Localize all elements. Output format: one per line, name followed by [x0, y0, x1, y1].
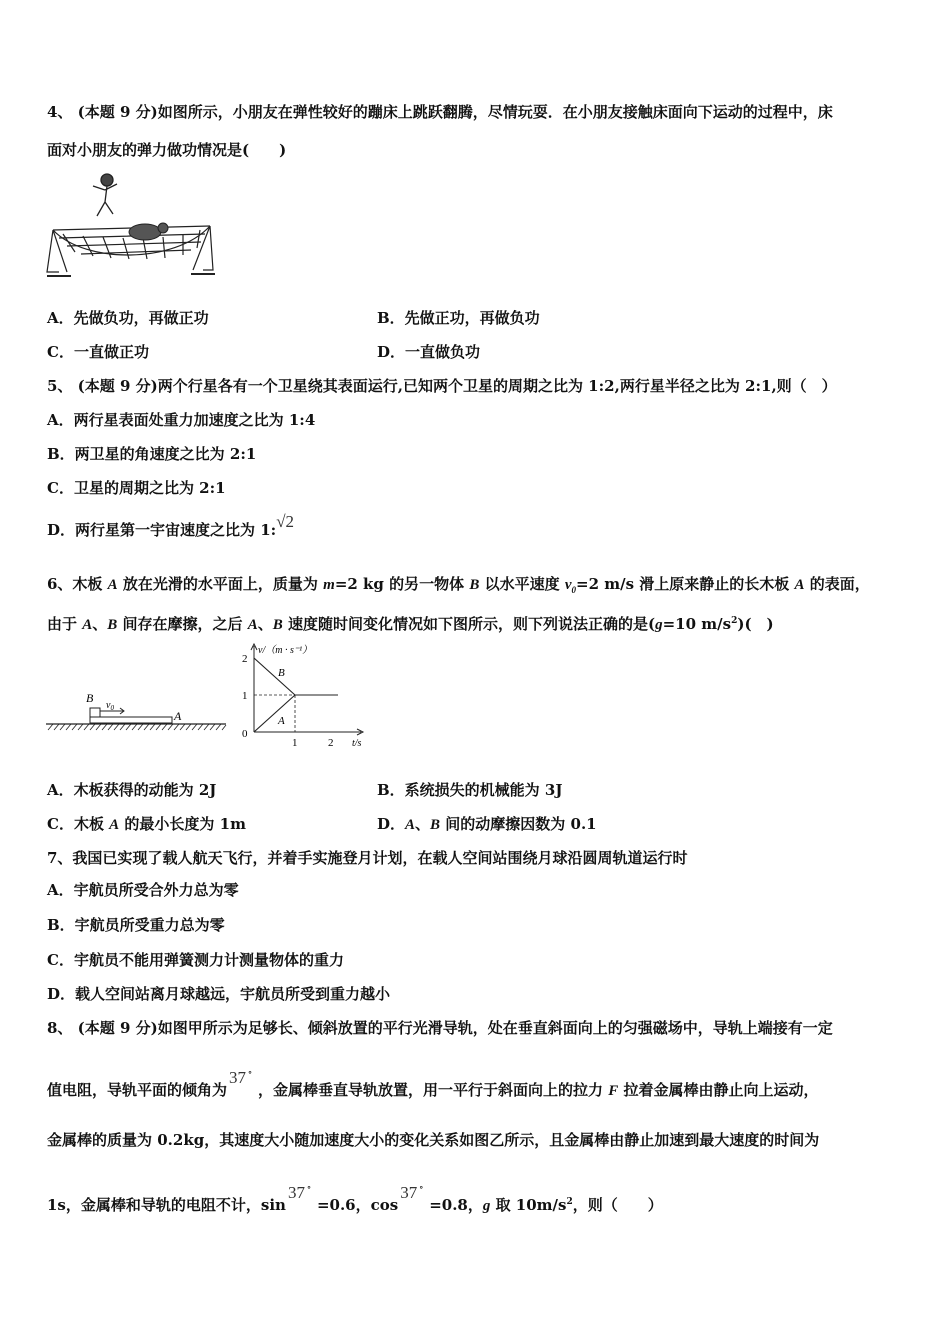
q7-option-a: A．宇航员所受合外力总为零	[47, 881, 239, 899]
q8-stem-line2: 值电阻，导轨平面的倾角为37 °，金属棒垂直导轨放置，用一平行于斜面向上的拉力 F 拉着金属棒由静止向上运动，	[47, 1068, 819, 1099]
q4-option-b: B．先做正功，再做负功	[377, 309, 540, 327]
ground-hatching	[48, 724, 226, 730]
child-jumping-illustration	[93, 174, 117, 216]
q5-option-a: A．两行星表面处重力加速度之比为 1:4	[47, 411, 316, 429]
sqrt-two: √2	[276, 512, 295, 531]
board-a	[90, 717, 172, 723]
q8-stem-line3: 金属棒的质量为 0.2kg，其速度大小随加速度大小的变化关系如图乙所示，且金属棒由静止加速到最大速度的时间为	[47, 1131, 820, 1149]
fig-label-b: B	[86, 691, 94, 705]
line-b	[254, 658, 295, 695]
q6-option-a: A．木板获得的动能为 2J	[47, 781, 217, 799]
angle-37-cos: 37	[400, 1183, 418, 1202]
q5-option-d	[47, 512, 295, 540]
q4-option-a: A．先做负功，再做正功	[47, 309, 209, 327]
q6-block-board-figure	[44, 688, 229, 738]
angle-37: 37	[229, 1068, 247, 1087]
q8-stem-line1: 8、 (本题 9 分)如图甲所示为足够长、倾斜放置的平行光滑导轨，处在垂直斜面向上的匀强磁场中，导轨上端接有一定	[47, 1019, 833, 1037]
q6-stem-line2: 由于 A、B 间存在摩擦，之后 A、B 速度随时间变化情况如下图所示，则下列说法正确的是(g=10 $m/s^2$)( )	[47, 615, 774, 633]
q6-option-c: C．木板 A 的最小长度为 1m	[47, 815, 246, 833]
q8-stem-line4: 1s，金属棒和导轨的电阻不计，sin37 °=0.6，cos37 °=0.8，g 取 $10m/s^2$，则（ ）	[47, 1183, 663, 1214]
line-a	[254, 695, 295, 732]
q5-stem: 5、 (本题 9 分)两个行星各有一个卫星绕其表面运行,已知两个卫星的周期之比为 1:2,两行星半径之比为 2:1,则（ ）	[47, 377, 837, 395]
tick-t-1: 1	[292, 737, 298, 749]
fig-label-v0: $v_0$	[106, 700, 114, 712]
t-axis-label: t/s	[352, 738, 362, 749]
q6-option-d: D．A、B 间的动摩擦因数为 0.1	[377, 815, 597, 833]
q5-option-c: C．卫星的周期之比为 2:1	[47, 479, 226, 497]
q4-option-c: C．一直做正功	[47, 343, 149, 361]
q7-option-c: C．宇航员不能用弹簧测力计测量物体的重力	[47, 951, 344, 969]
trampoline-figure	[45, 172, 215, 290]
q7-stem: 7、我国已实现了载人航天飞行，并着手实施登月计划，在载人空间站围绕月球沿圆周轨道运行时	[47, 849, 688, 867]
fig-label-a: A	[174, 709, 182, 723]
q4-option-d: D．一直做负功	[377, 343, 481, 361]
tick-origin: 0	[242, 728, 248, 740]
q4-stem-line2: 面对小朋友的弹力做功情况是( )	[47, 141, 287, 159]
q4-stem-line1: 4、 (本题 9 分)如图所示，小朋友在弹性较好的蹦床上跳跃翻腾，尽情玩耍．在小朋友接触床面向下运动的过程中，床	[47, 103, 833, 121]
q6-stem-line1: 6、木板 A 放在光滑的水平面上，质量为 m=2 kg 的另一物体 B 以水平速度 $v_0=2$ m/s 滑上原来静止的长木板 A 的表面，	[47, 575, 870, 595]
block-b	[90, 708, 100, 717]
line-b-label: B	[278, 667, 285, 679]
tick-v-1: 1	[242, 690, 248, 702]
v-axis-label: v/（m · s⁻¹）	[258, 645, 313, 656]
angle-37-sin: 37	[287, 1183, 305, 1202]
q7-option-b: B．宇航员所受重力总为零	[47, 916, 225, 934]
q6-option-b: B．系统损失的机械能为 3J	[377, 781, 563, 799]
tick-t-2: 2	[328, 737, 334, 749]
q5-option-d-text: D．两行星第一宇宙速度之比为 1:	[47, 521, 277, 539]
q6-vt-graph	[236, 640, 376, 752]
q7-option-d: D．载人空间站离月球越远，宇航员所受到重力越小	[47, 985, 391, 1003]
child-lying-illustration	[129, 223, 168, 240]
line-a-label: A	[278, 715, 285, 727]
q5-option-b: B．两卫星的角速度之比为 2:1	[47, 445, 257, 463]
tick-v-2: 2	[242, 653, 248, 665]
